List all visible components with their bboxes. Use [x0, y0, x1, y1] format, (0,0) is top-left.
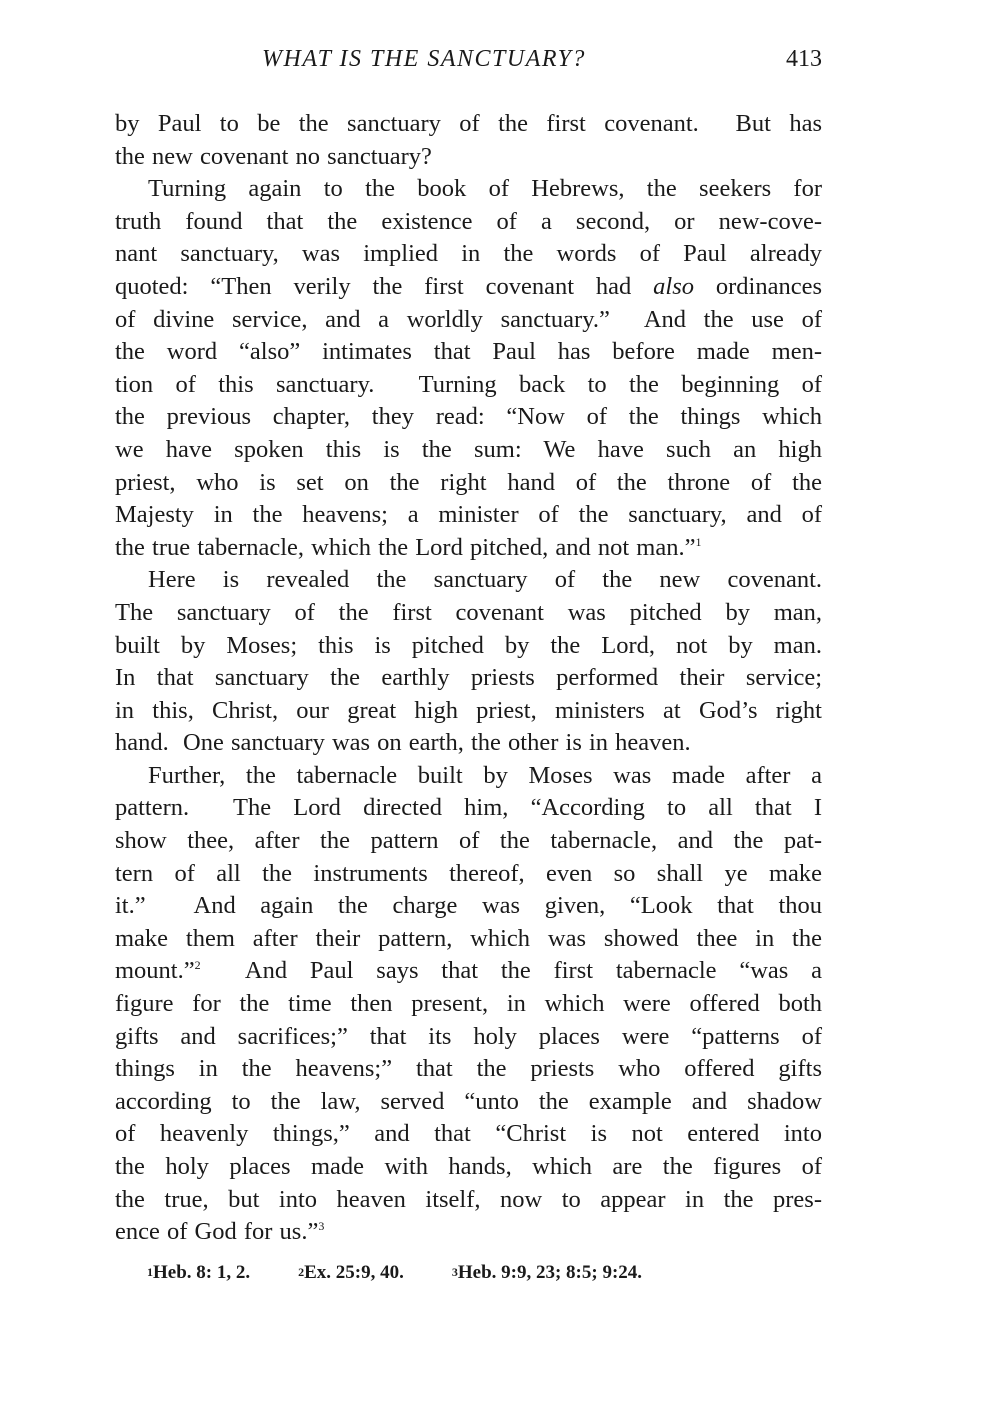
text-line [115, 434, 822, 467]
running-title: WHAT IS THE SANCTUARY? [262, 46, 586, 72]
text-segment: Here is revealed the sanctuary of the new covenant. [148, 566, 822, 594]
text-line [115, 662, 822, 695]
text-segment: the word “also” intimates that Paul has before made men- [115, 338, 822, 366]
text-segment: the true tabernacle, which the Lord pitched, and not man.” [115, 533, 696, 561]
text-segment: built by Moses; this is pitched by the Lord, not by man. [115, 631, 822, 659]
text-segment: mount.” [115, 957, 195, 985]
text-segment: hand. One sanctuary was on earth, the other is in heaven. [115, 729, 691, 757]
text-line [115, 1151, 822, 1184]
text-segment: pattern. The Lord directed him, “According to all that I [115, 794, 822, 822]
text-line [115, 630, 822, 663]
text-segment: ordinances [694, 272, 822, 300]
text-segment: priest, who is set on the right hand of the throne of the [115, 468, 822, 496]
page-number: 413 [786, 46, 822, 72]
text-line [115, 792, 822, 825]
page-header [115, 46, 822, 82]
footnote-text: Heb. 9:9, 23; 8:5; 9:24. [457, 1262, 643, 1283]
text-line [115, 890, 822, 923]
text-segment: of heavenly things,” and that “Christ is not entered into [115, 1120, 822, 1148]
text-segment: Turning again to the book of Hebrews, the seekers for [148, 175, 822, 203]
text-line [115, 499, 822, 532]
text-segment: according to the law, served “unto the example and shadow [115, 1087, 822, 1115]
text-segment: gifts and sacrifices;” that its holy places were “patterns of [115, 1022, 822, 1050]
paragraph [115, 760, 822, 1249]
footnote-mark: 2 [298, 1265, 305, 1279]
text-line [115, 369, 822, 402]
text-segment: quoted: “Then verily the first covenant had [115, 272, 654, 300]
text-segment: ence of God for us.” [115, 1218, 319, 1246]
text-segment: tern of all the instruments thereof, even so shall ye make [115, 859, 822, 887]
footnotes [147, 1262, 690, 1284]
text-segment: things in the heavens;” that the priests who offered gifts [115, 1055, 822, 1083]
text-line [115, 108, 822, 141]
footnote [147, 1262, 250, 1283]
text-segment: the previous chapter, they read: “Now of the things which [115, 403, 822, 431]
text-line [115, 955, 822, 988]
text-line [115, 1021, 822, 1054]
text-segment: figure for the time then present, in which were offered both [115, 990, 822, 1018]
text-line [115, 760, 822, 793]
text-segment: the true, but into heaven itself, now to appear in the pres- [115, 1185, 822, 1213]
paragraph [115, 173, 822, 564]
text-segment: And Paul says that the first tabernacle “was a [200, 957, 822, 985]
text-line [115, 988, 822, 1021]
text-segment: of divine service, and a worldly sanctuary.” And the use of [115, 305, 822, 333]
text-segment: by Paul to be the sanctuary of the first covenant. But has [115, 110, 822, 137]
text-segment: Further, the tabernacle built by Moses was made after a [148, 761, 822, 789]
text-line [115, 695, 822, 728]
body-text [115, 108, 822, 1249]
text-line [115, 1184, 822, 1217]
text-line [115, 923, 822, 956]
text-line [115, 532, 822, 565]
text-line [115, 1053, 822, 1086]
text-line [115, 1216, 822, 1249]
text-line [115, 238, 822, 271]
text-line [115, 1118, 822, 1151]
paragraph [115, 564, 822, 760]
text-segment: tion of this sanctuary. Turning back to the beginning of [115, 370, 822, 398]
text-line [115, 304, 822, 337]
footnote-mark: 1 [147, 1265, 153, 1279]
text-line [115, 727, 822, 760]
text-segment: The sanctuary of the first covenant was pitched by man, [115, 598, 822, 626]
footnote-text: Ex. 25:9, 40. [304, 1262, 404, 1283]
footnote [298, 1262, 404, 1283]
text-line [115, 825, 822, 858]
text-line [115, 467, 822, 500]
text-line [115, 336, 822, 369]
text-line [115, 564, 822, 597]
italic-text: also [653, 272, 694, 300]
footnote [452, 1262, 642, 1283]
text-line [115, 597, 822, 630]
text-segment: we have spoken this is the sum: We have such an high [115, 435, 822, 463]
text-segment: nant sanctuary, was implied in the words of Paul already [115, 240, 822, 268]
text-line [115, 858, 822, 891]
footnote-marker: 2 [194, 958, 201, 973]
text-segment: the holy places made with hands, which are the figures of [115, 1153, 822, 1180]
text-segment: make them after their pattern, which was showed thee in the [115, 924, 822, 952]
footnote-marker: 3 [318, 1219, 325, 1234]
paragraph [115, 108, 822, 173]
text-line [115, 173, 822, 206]
text-segment: In that sanctuary the earthly priests performed their service; [115, 664, 822, 692]
text-line [115, 271, 822, 304]
text-segment: the new covenant no sanctuary? [115, 142, 432, 170]
text-segment: in this, Christ, our great high priest, ministers at God’s right [115, 696, 822, 724]
text-segment: it.” And again the charge was given, “Look that thou [115, 892, 822, 920]
footnote-marker: 1 [695, 534, 702, 549]
text-line [115, 141, 822, 174]
footnote-text: Heb. 8: 1, 2. [153, 1262, 251, 1283]
text-line [115, 1086, 822, 1119]
text-line [115, 206, 822, 239]
text-line [115, 401, 822, 434]
text-segment: truth found that the existence of a second, or new-cove- [115, 207, 822, 235]
text-segment: Majesty in the heavens; a minister of the sanctuary, and of [115, 501, 822, 529]
text-segment: show thee, after the pattern of the tabernacle, and the pat- [115, 827, 822, 855]
footnote-mark: 3 [451, 1265, 458, 1279]
